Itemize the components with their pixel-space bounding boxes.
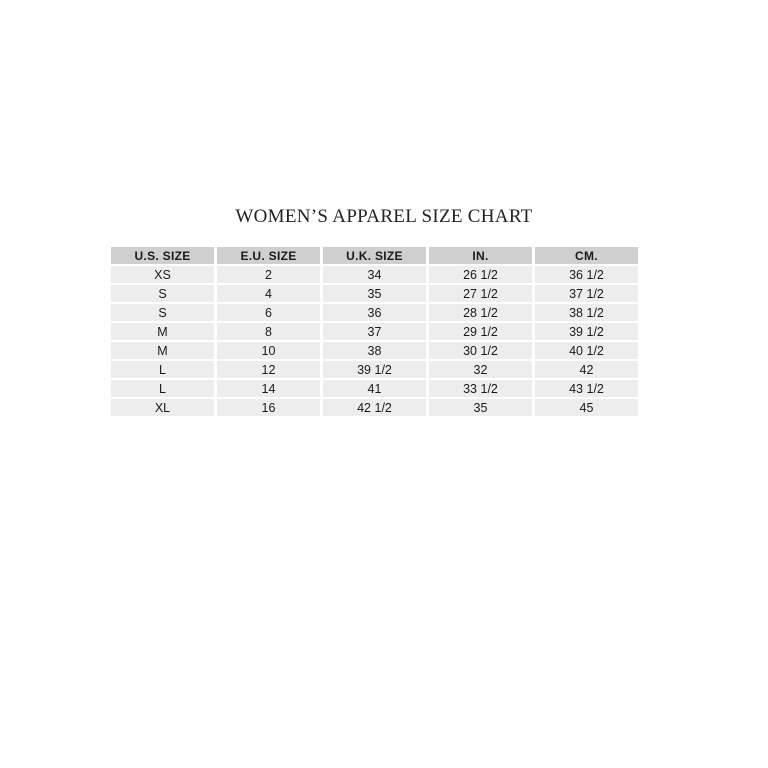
cell-us-size: S — [111, 285, 214, 302]
cell-cm: 42 — [535, 361, 638, 378]
table-row — [111, 380, 638, 397]
cell-cm: 43 1/2 — [535, 380, 638, 397]
table-row — [111, 266, 638, 283]
cell-us-size: XL — [111, 399, 214, 416]
cell-uk-size: 39 1/2 — [323, 361, 426, 378]
header-us-size: U.S. SIZE — [111, 247, 214, 264]
cell-eu-size: 14 — [217, 380, 320, 397]
cell-uk-size: 36 — [323, 304, 426, 321]
cell-cm: 37 1/2 — [535, 285, 638, 302]
cell-cm: 39 1/2 — [535, 323, 638, 340]
cell-eu-size: 4 — [217, 285, 320, 302]
size-chart-table — [108, 245, 641, 418]
cell-cm: 36 1/2 — [535, 266, 638, 283]
cell-inches: 33 1/2 — [429, 380, 532, 397]
cell-eu-size: 8 — [217, 323, 320, 340]
cell-inches: 35 — [429, 399, 532, 416]
header-cm: CM. — [535, 247, 638, 264]
table-row — [111, 323, 638, 340]
cell-eu-size: 2 — [217, 266, 320, 283]
cell-cm: 45 — [535, 399, 638, 416]
cell-eu-size: 10 — [217, 342, 320, 359]
table-row — [111, 285, 638, 302]
cell-inches: 30 1/2 — [429, 342, 532, 359]
cell-eu-size: 16 — [217, 399, 320, 416]
cell-uk-size: 41 — [323, 380, 426, 397]
cell-inches: 26 1/2 — [429, 266, 532, 283]
cell-uk-size: 37 — [323, 323, 426, 340]
cell-inches: 28 1/2 — [429, 304, 532, 321]
header-row — [111, 247, 638, 264]
cell-us-size: M — [111, 342, 214, 359]
cell-us-size: M — [111, 323, 214, 340]
cell-us-size: L — [111, 361, 214, 378]
header-uk-size: U.K. SIZE — [323, 247, 426, 264]
cell-eu-size: 6 — [217, 304, 320, 321]
table-row — [111, 361, 638, 378]
cell-us-size: XS — [111, 266, 214, 283]
cell-us-size: S — [111, 304, 214, 321]
table-row — [111, 399, 638, 416]
cell-cm: 40 1/2 — [535, 342, 638, 359]
header-eu-size: E.U. SIZE — [217, 247, 320, 264]
cell-uk-size: 42 1/2 — [323, 399, 426, 416]
table-row — [111, 342, 638, 359]
table-row — [111, 304, 638, 321]
header-inches: IN. — [429, 247, 532, 264]
cell-inches: 29 1/2 — [429, 323, 532, 340]
cell-inches: 32 — [429, 361, 532, 378]
cell-uk-size: 34 — [323, 266, 426, 283]
cell-uk-size: 35 — [323, 285, 426, 302]
cell-cm: 38 1/2 — [535, 304, 638, 321]
size-chart-title: WOMEN’S APPAREL SIZE CHART — [235, 206, 533, 227]
cell-us-size: L — [111, 380, 214, 397]
cell-eu-size: 12 — [217, 361, 320, 378]
cell-inches: 27 1/2 — [429, 285, 532, 302]
cell-uk-size: 38 — [323, 342, 426, 359]
